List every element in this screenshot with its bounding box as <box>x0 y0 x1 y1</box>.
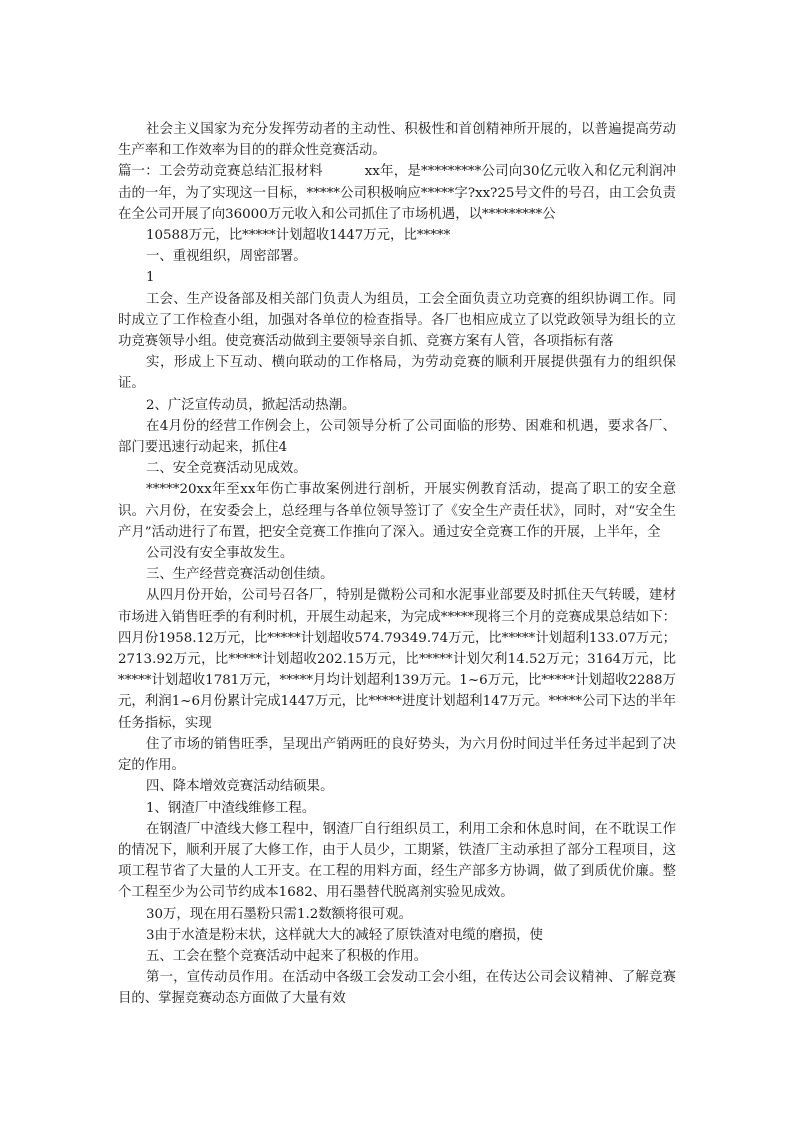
intro-paragraph: 社会主义国家为充分发挥劳动者的主动性、积极性和首创精神所开展的，以普遍提高劳动生产率和工作效率为目的的群众性竞赛活动。 <box>118 122 676 159</box>
paragraph: 在钢渣厂中渣线大修工程中，钢渣厂自行组织员工，利用工余和休息时间，在不耽误工作的情况下，顺利开展了大修工作，由于人员少，工期紧，铁渣厂主动承担了部分工程项目，这项工程节省了大量的人工开支。在工程的用料方面，经生产部多方协调，做了到质优价廉。整个工程至少为公司节约成本1682、用石墨替代脱离剂实验见成效。 <box>118 821 676 901</box>
paragraph: 10588万元，比*****计划超收1447万元，比***** <box>146 228 451 244</box>
article-opening: xx年，是*********公司向30亿元收入和亿元利润冲击的一年，为了实现这一目标，*****公司积极响应*****字?xx?25号文件的号召，由工会负责在全公司开展了向36000万元收入和公司抓住了市场机遇，以*********公 <box>118 164 676 222</box>
heading-5: 五、工会在整个竞赛活动中起来了积极的作用。 <box>146 948 428 964</box>
paragraph: 3由于水渣是粉末状，这样就大大的减轻了原铁渣对电缆的磨损，使 <box>146 927 543 943</box>
heading-2: 二、安全竞赛活动见成效。 <box>146 461 307 477</box>
subheading-2: 2、广泛宣传动员，掀起活动热潮。 <box>146 397 356 413</box>
paragraph: 实，形成上下互动、横向联动的工作格局，为劳动竞赛的顺利开展提供强有力的组织保证。 <box>118 355 676 392</box>
heading-3: 三、生产经营竞赛活动创佳绩。 <box>146 567 334 583</box>
heading-1: 一、重视组织，周密部署。 <box>146 249 307 265</box>
article-title: 篇一：工会劳动竞赛总结汇报材料 <box>118 164 323 180</box>
section-heading-paragraph <box>118 161 676 225</box>
paragraph: 第一，宣传动员作用。在活动中各级工会发动工会小组，在传达公司会议精神、了解竞赛目的、掌握竞赛动态方面做了大量有效 <box>118 970 676 1007</box>
paragraph: *****20xx年至xx年伤亡事故案例进行剖析，开展实例教育活动，提高了职工的安全意识。六月份，在安委会上，总经理与各单位领导签订了《安全生产责任状》，同时，对“安全生产月”活动进行了布置，把安全竞赛工作推向了深入。通过安全竞赛工作的开展，上半年，全 <box>118 482 676 540</box>
paragraph: 30万，现在用石墨粉只需1.2数额将很可观。 <box>146 906 412 922</box>
document-body <box>118 119 676 1010</box>
heading-4: 四、降本增效竞赛活动结硕果。 <box>146 779 334 795</box>
paragraph: 工会、生产设备部及相关部门负责人为组员，工会全面负责立功竞赛的组织协调工作。同时成立了工作检查小组，加强对各单位的检查指导。各厂也相应成立了以党政领导为组长的立功竞赛领导小组。使竞赛活动做到主要领导亲自抓、竞赛方案有人管，各项指标有落 <box>118 291 676 350</box>
paragraph: 1 <box>146 270 155 286</box>
paragraph: 公司没有安全事故发生。 <box>146 546 294 562</box>
paragraph: 在4月份的经营工作例会上，公司领导分析了公司面临的形势、困难和机遇，要求各厂、部门要迅速行动起来，抓住4 <box>118 418 676 456</box>
subheading-1: 1、钢渣厂中渣线维修工程。 <box>146 800 316 816</box>
paragraph: 住了市场的销售旺季，呈现出产销两旺的良好势头，为六月份时间过半任务过半起到了决定的作用。 <box>118 736 676 774</box>
paragraph: 从四月份开始，公司号召各厂，特别是微粉公司和水泥事业部要及时抓住天气转暖，建材市场进入销售旺季的有利时机，开展生动起来，为完成*****现将三个月的竞赛成果总结如下：四月份1958.12万元，比*****计划超收574.79349.74万元，比*****计划超利133.07万元；2713.92万元，比*****计划超收202.15万元，比*****计划欠利14.52万元；3164万元，比*****计划超收1781万元，*****月均计划超利139万元。1~6万元，比*****计划超收2288万元，利润1~6月份累计完成1447万元，比*****进度计划超利147万元。*****公司下达的半年任务指标，实现 <box>118 588 676 731</box>
